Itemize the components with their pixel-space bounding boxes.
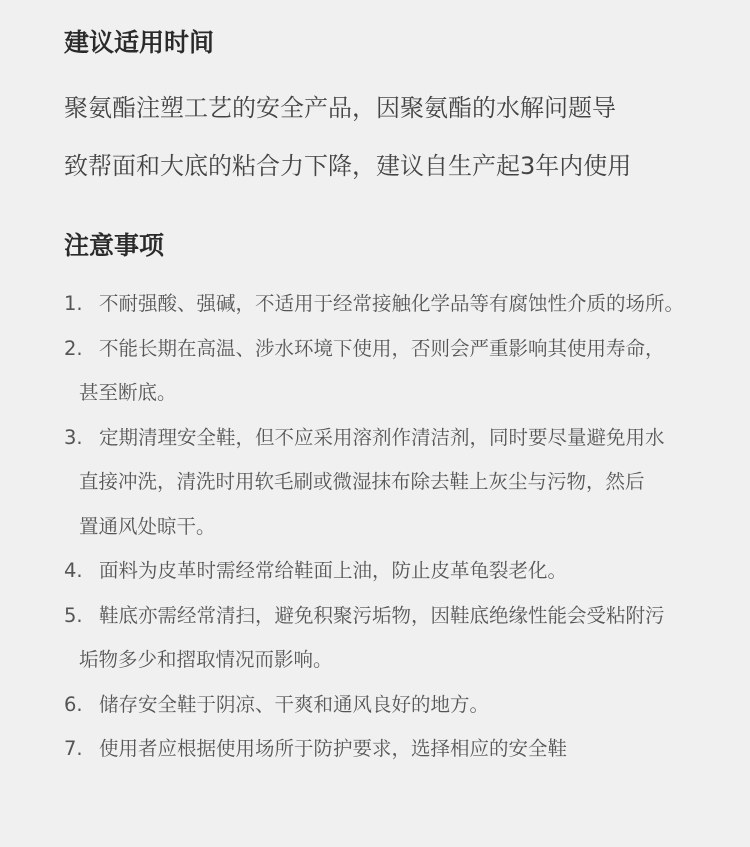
notes-list-wrapper xyxy=(0,282,750,772)
note-line: 置通风处晾干。 xyxy=(79,514,216,538)
usage-paragraph xyxy=(0,79,750,195)
note-line: 使用者应根据使用场所于防护要求，选择相应的安全鞋 xyxy=(99,737,568,760)
note-number: 5. xyxy=(64,603,83,627)
notes-list xyxy=(0,282,750,772)
note-line: 鞋底亦需经常清扫，避免积聚污垢物，因鞋底绝缘性能会受粘附污 xyxy=(99,603,665,627)
notes-heading: 注意事项 xyxy=(64,231,165,260)
notes-section xyxy=(0,231,750,261)
note-item-4 xyxy=(0,549,750,594)
note-item-2 xyxy=(0,327,750,416)
usage-line: 致帮面和大底的粘合力下降，建议自生产起3年内使用 xyxy=(64,152,632,180)
note-number: 6. xyxy=(64,692,83,716)
note-line: 不能长期在高温、涉水环境下使用，否则会严重影响其使用寿命， xyxy=(99,336,665,360)
note-item-6 xyxy=(0,683,750,728)
note-item-5 xyxy=(0,594,750,683)
note-item-7 xyxy=(0,727,750,772)
note-line: 甚至断底。 xyxy=(79,381,177,404)
note-line: 直接冲洗，清洗时用软毛刷或微湿抹布除去鞋上灰尘与污物，然后 xyxy=(79,470,645,493)
note-line: 定期清理安全鞋，但不应采用溶剂作清洁剂，同时要尽量避免用水 xyxy=(99,425,665,449)
note-number: 4. xyxy=(64,559,83,582)
usage-heading: 建议适用时间 xyxy=(64,28,215,57)
note-line: 垢物多少和摺取情况而影响。 xyxy=(79,648,333,671)
note-number: 2. xyxy=(64,336,83,360)
note-item-3 xyxy=(0,416,750,550)
note-line: 不耐强酸、强碱，不适用于经常接触化学品等有腐蚀性介质的场所。 xyxy=(99,292,685,315)
note-line: 面料为皮革时需经常给鞋面上油，防止皮革龟裂老化。 xyxy=(99,559,568,582)
note-number: 7. xyxy=(64,737,83,760)
usage-line: 聚氨酯注塑工艺的安全产品，因聚氨酯的水解问题导 xyxy=(64,94,616,122)
note-line: 储存安全鞋于阴凉、干爽和通风良好的地方。 xyxy=(99,692,490,716)
usage-section xyxy=(0,28,750,195)
note-number: 1. xyxy=(64,292,83,315)
note-number: 3. xyxy=(64,425,83,449)
note-item-1 xyxy=(0,282,750,327)
